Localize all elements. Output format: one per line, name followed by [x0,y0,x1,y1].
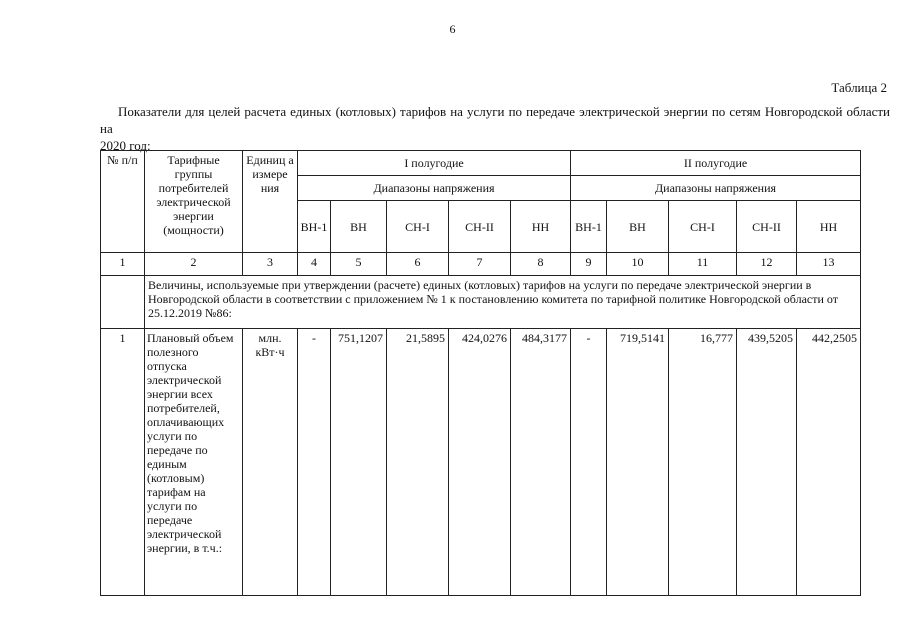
header-unit: Единиц а измере ния [243,151,298,253]
col-number: 5 [331,253,387,276]
col-nn-h1: НН [511,201,571,253]
col-sn2-h2: СН-II [737,201,797,253]
col-nn-h2: НН [797,201,861,253]
col-number: 1 [101,253,145,276]
value-sn2-h1: 424,0276 [449,329,511,596]
header-ranges-2: Диапазоны напряжения [571,176,861,201]
value-vn1-h1: - [298,329,331,596]
section-empty-cell [101,276,145,329]
col-vn1-h1: ВН-1 [298,201,331,253]
row-number: 1 [101,329,145,596]
col-number: 7 [449,253,511,276]
col-number: 8 [511,253,571,276]
col-vn-h2: ВН [607,201,669,253]
col-number: 10 [607,253,669,276]
table-row [101,329,861,596]
col-number: 13 [797,253,861,276]
col-sn1-h1: СН-I [387,201,449,253]
header-half-1: I полугодие [298,151,571,176]
col-number: 12 [737,253,797,276]
intro-line-2: 2020 год: [100,138,151,153]
col-number: 2 [145,253,243,276]
value-nn-h2: 442,2505 [797,329,861,596]
col-vn1-h2: ВН-1 [571,201,607,253]
header-half-2: II полугодие [571,151,861,176]
row-unit: млн. кВт·ч [243,329,298,596]
value-sn1-h2: 16,777 [669,329,737,596]
intro-paragraph [100,103,890,154]
section-description: Величины, используемые при утверждении (расчете) единых (котловых) тарифов на услуги по передаче электрической энергии в Новгородской области в соответствии с приложением № 1 к постановлению комитета по тарифной политике Новгородской области от 25.12.2019 №86: [145,276,861,329]
col-number: 4 [298,253,331,276]
col-sn1-h2: СН-I [669,201,737,253]
value-vn-h1: 751,1207 [331,329,387,596]
header-num: № п/п [101,151,145,253]
value-sn2-h2: 439,5205 [737,329,797,596]
col-number: 9 [571,253,607,276]
col-number: 6 [387,253,449,276]
tariff-table [100,150,861,596]
header-ranges-1: Диапазоны напряжения [298,176,571,201]
value-sn1-h1: 21,5895 [387,329,449,596]
row-label: Плановый объем полезного отпуска электрической энергии всех потребителей, оплачивающих услуги по передаче по единым (котловым) тарифам на услуги по передаче электрической энергии, в т.ч.: [145,329,243,596]
value-vn-h2: 719,5141 [607,329,669,596]
header-groups: Тарифные группы потребителей электрической энергии (мощности) [145,151,243,253]
value-nn-h1: 484,3177 [511,329,571,596]
col-sn2-h1: СН-II [449,201,511,253]
page-number: 6 [449,22,456,36]
value-vn1-h2: - [571,329,607,596]
col-number: 11 [669,253,737,276]
intro-line-1: Показатели для целей расчета единых (котловых) тарифов на услуги по передаче электрической энергии по сетям Новгородской области на [100,104,890,136]
table-label: Таблица 2 [831,80,887,95]
col-vn-h1: ВН [331,201,387,253]
col-number: 3 [243,253,298,276]
